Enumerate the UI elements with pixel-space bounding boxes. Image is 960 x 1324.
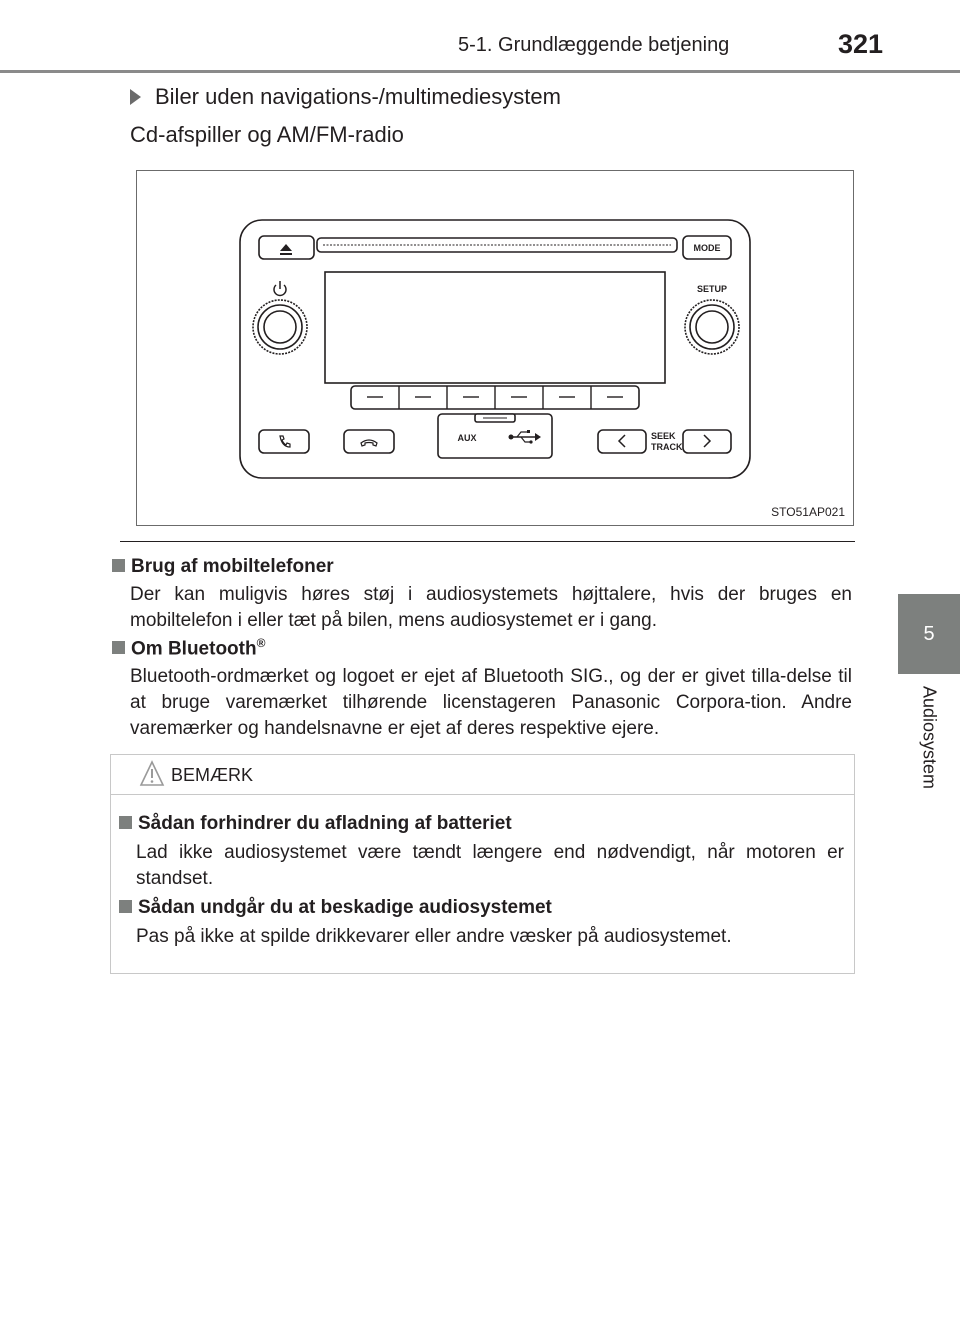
registered-mark: ®: [256, 636, 266, 650]
section-body: Bluetooth-ordmærket og logoet er ejet af Bluetooth SIG., og der er givet tilla-delse til at bruge varemærket tilhørende licenstageren Panasonic Corpora-tion. Andre varemærker og handelsnavne er ejet af deres respektive ejere.: [130, 666, 852, 740]
subheading: [130, 84, 561, 110]
preset-buttons: [351, 386, 639, 409]
phone-pickup-button: [259, 430, 309, 453]
triangle-bullet-icon: [130, 89, 141, 105]
chapter-number: 5: [923, 622, 935, 645]
section-heading: [112, 556, 852, 578]
subheading-text: Biler uden navigations-/multimediesystem: [155, 84, 561, 109]
seek-back-button: [598, 430, 646, 453]
note-box: [110, 754, 855, 974]
tune-knob: [685, 300, 739, 354]
audio-unit-figure: [136, 170, 854, 526]
figure-caption: Cd-afspiller og AM/FM-radio: [130, 122, 404, 147]
note-item-heading-text: Sådan undgår du at beskadige audiosystemet: [138, 897, 552, 918]
chapter-label: Audiosystem: [919, 686, 940, 790]
section-divider: [120, 541, 855, 542]
section-heading: [112, 636, 852, 660]
page-number: 321: [838, 29, 884, 59]
square-bullet-icon: [112, 641, 125, 654]
setup-label: SETUP: [696, 284, 728, 294]
header-rule: [0, 70, 960, 73]
note-item-heading-text: Sådan forhindrer du afladning af batteriet: [138, 813, 512, 834]
section-body: Der kan muligvis høres støj i audiosystemets højttalere, hvis der bruges en mobiltelefon i eller tæt på bilen, mens audiosystemet er i gang.: [130, 584, 852, 631]
note-label: BEMÆRK: [171, 765, 254, 785]
note-item: [119, 897, 844, 950]
note-item-body: Lad ikke audiosystemet være tændt længere end nødvendigt, når motoren er standset.: [136, 842, 844, 889]
section-title: 5-1. Grundlæggende betjening: [458, 34, 730, 56]
seek-label: SEEK: [651, 431, 676, 441]
note-item-heading: [119, 897, 844, 919]
seek-forward-button: [683, 430, 731, 453]
chapter-label-container: [898, 686, 960, 806]
note-header: [111, 755, 854, 795]
section-heading-text: Om Bluetooth: [131, 638, 257, 660]
chapter-tab: [898, 594, 960, 674]
note-item-heading: [119, 813, 844, 835]
track-label: TRACK: [651, 442, 683, 452]
section-mobile-phones: [112, 556, 852, 634]
square-bullet-icon: [119, 900, 132, 913]
audio-unit-illustration: [137, 171, 853, 525]
cd-slot: [317, 238, 677, 252]
section-heading-text: Brug af mobiltelefoner: [131, 556, 334, 577]
note-item: [119, 813, 844, 892]
volume-knob: [253, 300, 307, 354]
figure-code: STO51AP021: [771, 505, 845, 519]
warning-triangle-icon: [139, 759, 165, 789]
note-item-body: Pas på ikke at spilde drikkevarer eller andre væsker på audiosystemet.: [136, 926, 732, 947]
display-screen: [325, 272, 665, 383]
mode-label: MODE: [693, 243, 721, 253]
square-bullet-icon: [119, 816, 132, 829]
square-bullet-icon: [112, 559, 125, 572]
aux-label: AUX: [457, 433, 477, 443]
phone-hangup-button: [344, 430, 394, 453]
section-bluetooth: [112, 636, 852, 742]
